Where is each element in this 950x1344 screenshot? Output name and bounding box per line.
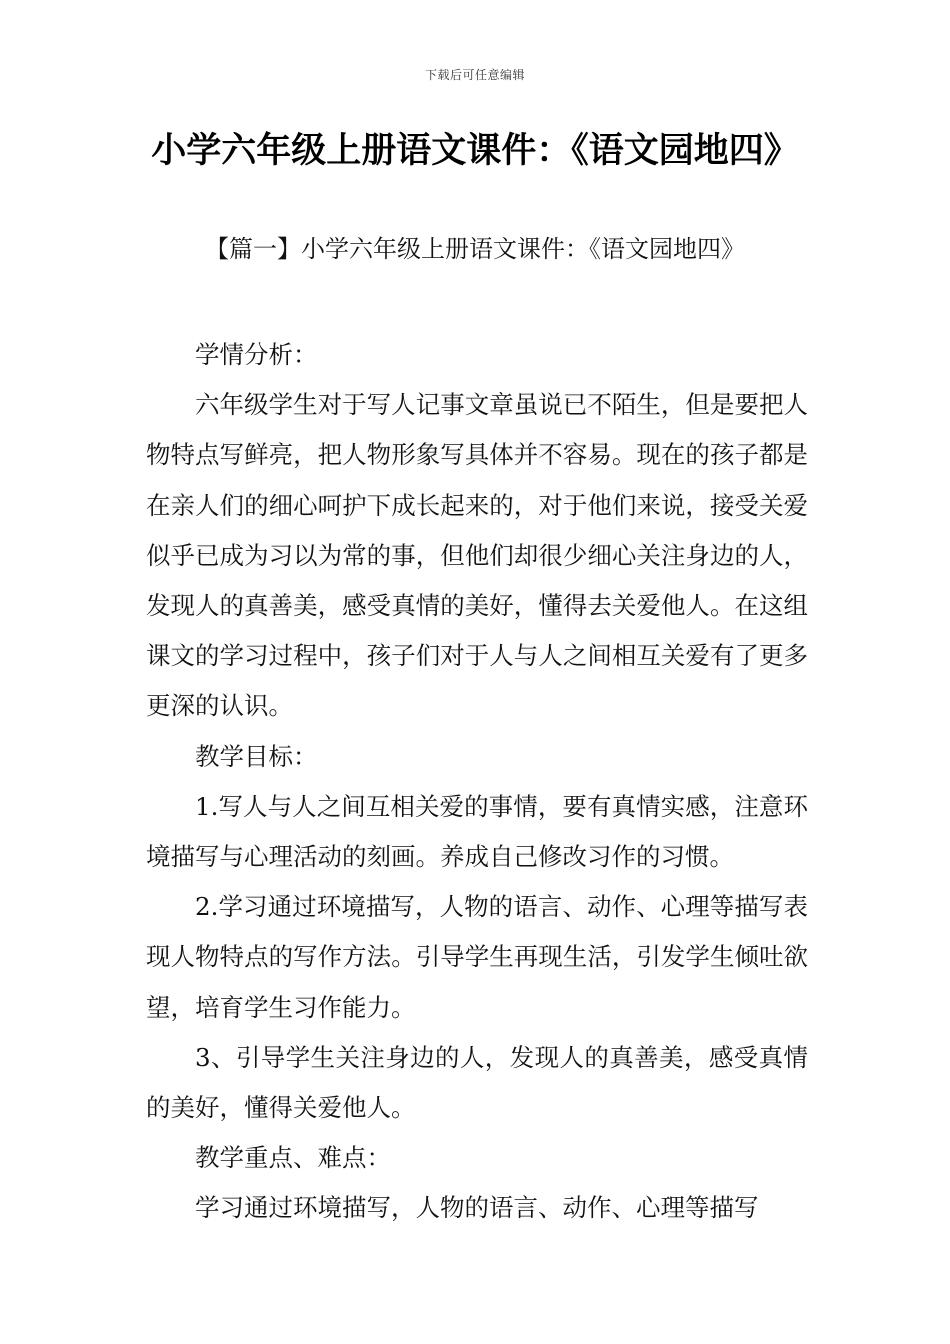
heading-learning-analysis: 学情分析： xyxy=(195,340,318,369)
document-title: 小学六年级上册语文课件：《语文园地四》 xyxy=(151,131,799,171)
goal-item-1: 1.写人与人之间互相关爱的事情，要有真情实感，注意环境描写与心理活动的刻画。养成自己修改习作的习惯。 xyxy=(146,791,808,872)
goal-item-2: 2.学习通过环境描写，人物的语言、动作、心理等描写表现人物特点的写作方法。引导学生再现生活，引发学生倾吐欲望，培育学生习作能力。 xyxy=(146,892,808,1022)
paragraph-learning-analysis: 六年级学生对于写人记事文章虽说已不陌生，但是要把人物特点写鲜亮，把人物形象写具体并不容易。现在的孩子都是在亲人们的细心呵护下成长起来的，对于他们来说，接受关爱似乎已成为习以为常的事，但他们却很少细心关注身边的人，发现人的真善美，感受真情的美好，懂得去关爱他人。在这组课文的学习过程中，孩子们对于人与人之间相互关爱有了更多更深的认识。 xyxy=(146,390,808,721)
paragraph-key-points: 学习通过环境描写，人物的语言、动作、心理等描写 xyxy=(195,1193,759,1223)
heading-key-points: 教学重点、难点： xyxy=(195,1143,391,1173)
document-body xyxy=(146,330,808,1234)
section-subtitle: 【篇一】小学六年级上册语文课件：《语文园地四》 xyxy=(205,235,745,263)
goal-item-3: 3、引导学生关注身边的人，发现人的真善美，感受真情的美好，懂得关爱他人。 xyxy=(146,1042,808,1123)
header-note: 下载后可任意编辑 xyxy=(424,68,525,82)
heading-teaching-goals: 教学目标： xyxy=(195,741,318,771)
